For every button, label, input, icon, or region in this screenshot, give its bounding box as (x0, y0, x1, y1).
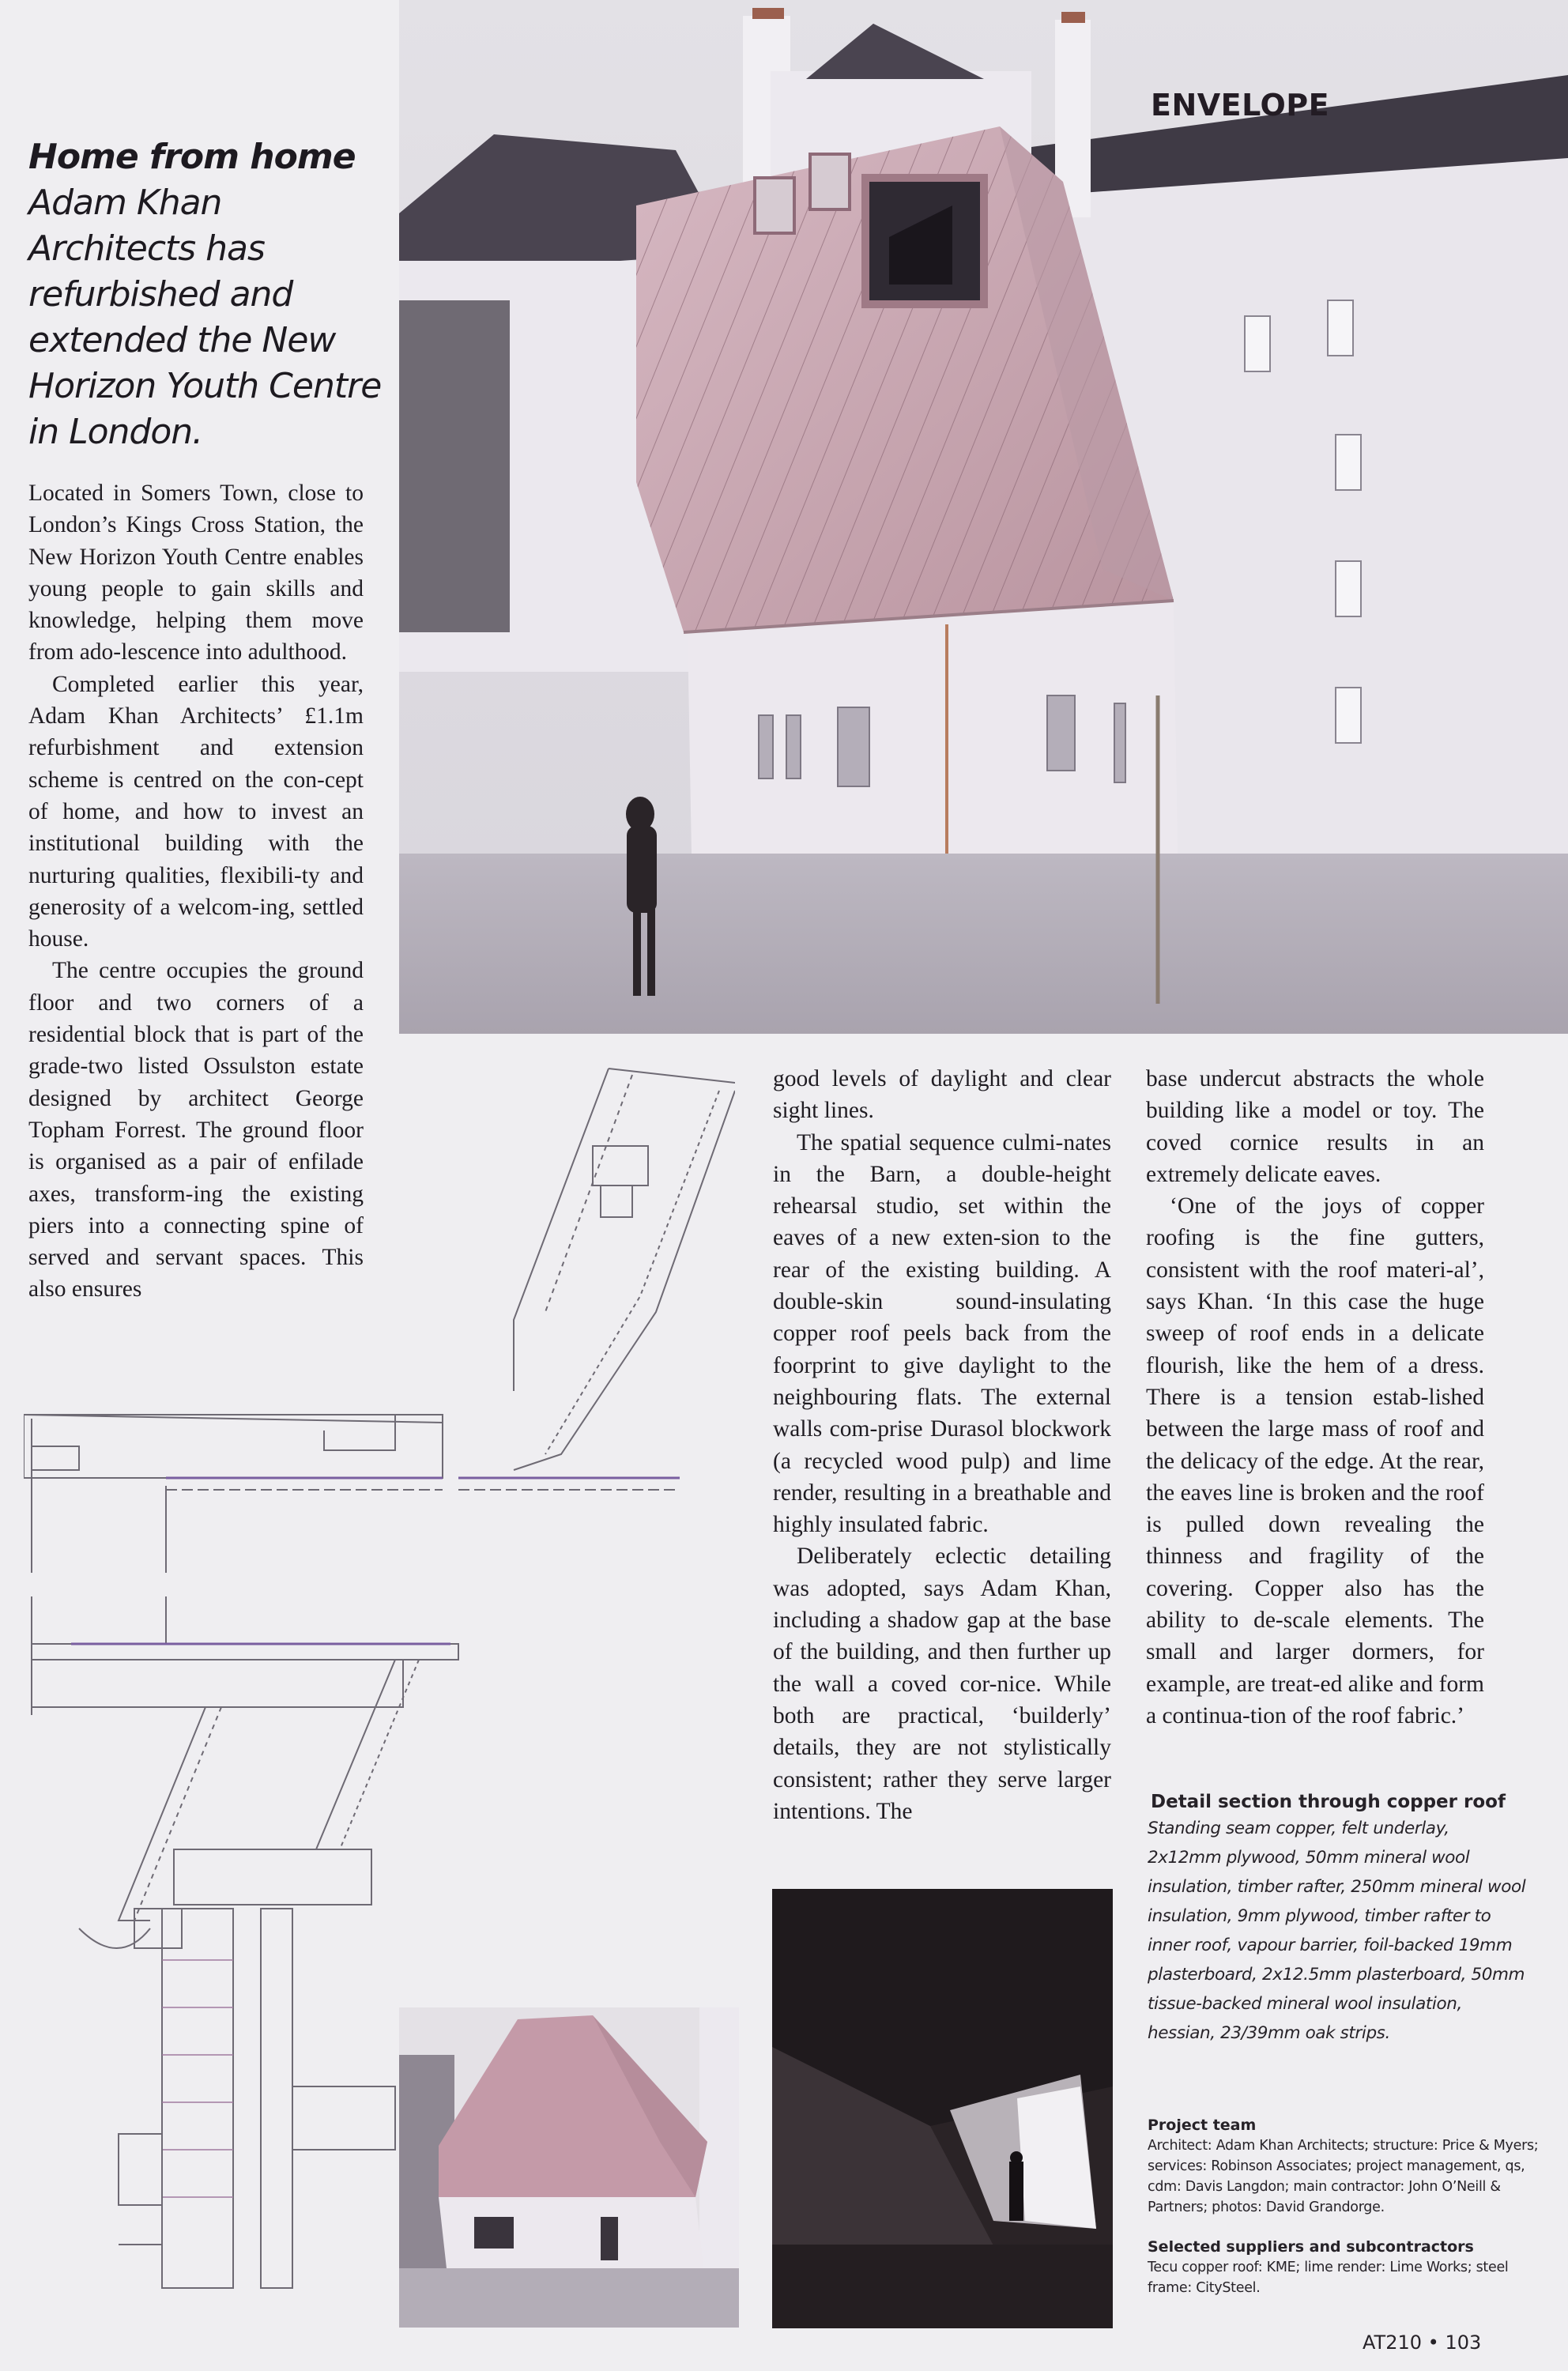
section-label: ENVELOPE (1151, 88, 1330, 123)
project-team-text: Architect: Adam Khan Architects; structure: Price & Myers; services: Robinson Associates; project management, qs, cdm: Davis Langdon; main contractor: John O’Neill & Partners; photos: David Grandorge. (1148, 2138, 1539, 2215)
paragraph: good levels of daylight and clear sight lines. (773, 1066, 1111, 1124)
drawing-caption (1148, 1790, 1527, 2048)
paragraph: The spatial sequence culmi-nates in the Barn, a double-height rehearsal studio, set within the eaves of a new exten-sion to the rear of the existing building. A double-skin sound-insulating copper roof peels back from the foorprint to give daylight to the neighbouring flats. The external walls com-prise Durasol blockwork (a recycled wood pulp) and lime render, resulting in a breathable and highly insulated fabric. (773, 1129, 1111, 1538)
project-credits (1148, 2115, 1543, 2317)
suppliers-block (1148, 2237, 1543, 2298)
suppliers-text: Tecu copper roof: KME; lime render: Lime Works; steel frame: CitySteel. (1148, 2260, 1509, 2296)
paragraph: Located in Somers Town, close to London’s Kings Cross Station, the New Horizon Youth Centre enables young people to gain skills and knowledge, helping them move from ado-lescence into adulthood. (28, 481, 364, 665)
exterior-photo (399, 2007, 739, 2328)
paragraph: Completed earlier this year, Adam Khan Architects’ £1.1m refurbishment and extension scheme is centred on the con-cept of home, and how to invest an institutional building with the nurturing qualities, flexibili-ty and generosity of a welcom-ing, settled house. (28, 671, 364, 952)
suppliers-heading: Selected suppliers and subcontractors (1148, 2238, 1474, 2256)
paragraph: The centre occupies the ground floor and two corners of a residential block that is part of the grade-two listed Ossulston estate designed by architect George Topham Forrest. The ground floor is organised as a pair of enfilade axes, transform-ing the existing piers into a connecting spine of served and servant spaces. This also ensures (28, 958, 364, 1302)
body-column-2 (773, 1063, 1111, 1827)
caption-title: Detail section through copper roof (1151, 1792, 1506, 1812)
main-building-photo (399, 0, 1568, 1034)
page-folio: AT210 • 103 (1363, 2331, 1482, 2354)
paragraph: ‘One of the joys of copper roofing is the fine gutters, consistent with the roof materi-al’, says Khan. ‘In this case the huge sweep of roof ends in a delicate flourish, like the hem of a dress. There is a tension estab-lished between the large mass of roof and the delicacy of the edge. At the rear, the eaves line is broken and the roof is pulled down revealing the thinness and fragility of the covering. Copper also has the ability to de-scale elements. The small and larger dormers, for example, are treat-ed alike and form a continua-tion of the roof fabric.’ (1146, 1193, 1484, 1728)
project-team-block (1148, 2115, 1543, 2218)
body-column-3 (1146, 1063, 1484, 1732)
interior-photo (772, 1889, 1113, 2328)
article-deck: Adam Khan Architects has refurbished and extended the New Horizon Youth Centre in London. (28, 183, 382, 452)
caption-body: Standing seam copper, felt underlay, 2x12mm plywood, 50mm mineral wool insulation, timber rafter, 250mm mineral wool insulation, 9mm plywood, timber rafter to inner roof, vapour barrier, foil-backed 19mm plasterboard, 2x12.5mm plasterboard, 50mm tissue-backed mineral wool insulation, hessian, 23/39mm oak strips. (1148, 1819, 1526, 2043)
paragraph: Deliberately eclectic detailing was adopted, says Adam Khan, including a shadow gap at the base of the building, and then further up the wall a coved cor-nice. While both are practical, ‘builderly’ details, they are not stylistically consistent; rather they serve larger intentions. The (773, 1544, 1111, 1824)
paragraph: base undercut abstracts the whole building like a model or toy. The coved cornice results in an extremely delicate eaves. (1146, 1066, 1484, 1187)
project-team-heading: Project team (1148, 2117, 1257, 2134)
article-standfirst (28, 134, 392, 455)
article-title: Home from home (28, 137, 356, 177)
